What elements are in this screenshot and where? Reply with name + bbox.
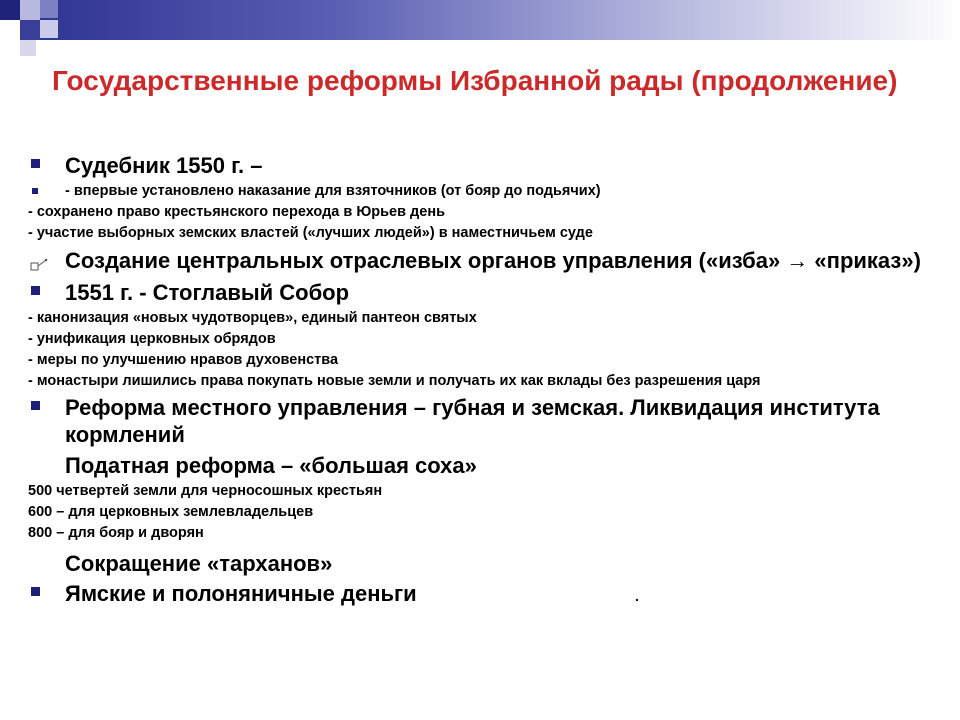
outline-bullet-icon xyxy=(30,251,48,278)
list-item-text: Создание центральных отраслевых органов управления («изба» → «приказ») xyxy=(65,248,921,273)
list-item-text: Податная реформа – «большая соха» xyxy=(65,453,477,478)
list-item-text: 1551 г. - Стоглавый Собор xyxy=(65,280,350,305)
slide-title: Государственные реформы Избранной рады (продолжение) xyxy=(52,65,898,96)
trailing-dot: . xyxy=(635,588,639,604)
list-item-text: - сохранено право крестьянского перехода в Юрьев день xyxy=(28,204,445,220)
square-bullet-icon xyxy=(31,401,40,410)
corner-squares-decoration xyxy=(0,0,80,60)
list-item xyxy=(28,223,938,244)
list-item-tax-reform xyxy=(28,452,938,479)
slide-content xyxy=(28,150,938,607)
list-item-text: 500 четвертей земли для черносошных крестьян xyxy=(28,483,383,499)
list-item-sudebnik xyxy=(28,152,938,179)
list-item xyxy=(28,481,938,502)
list-item-tarkhans xyxy=(28,550,938,577)
list-item-text: Сокращение «тарханов» xyxy=(65,551,333,576)
list-item-central-organs xyxy=(28,247,938,274)
list-item-text: Ямские и полоняничные деньги xyxy=(65,581,417,606)
list-item xyxy=(28,181,938,202)
list-item-local-government xyxy=(28,394,938,448)
list-item-text: Реформа местного управления – губная и земская. Ликвидация института кормлений xyxy=(65,395,880,447)
list-item-stoglav xyxy=(28,279,938,306)
list-item xyxy=(28,502,938,523)
list-item xyxy=(28,202,938,223)
small-square-bullet-icon xyxy=(32,188,38,194)
header-gradient-band xyxy=(0,0,960,40)
list-item-text: - участие выборных земских властей («лучших людей») в наместничьем суде xyxy=(28,225,593,241)
square-bullet-icon xyxy=(31,587,40,596)
list-item-text: - канонизация «новых чудотворцев», единый пантеон святых xyxy=(28,310,477,326)
list-item-yam-money xyxy=(28,580,938,607)
list-item xyxy=(28,329,938,350)
list-item-text: - унификация церковных обрядов xyxy=(28,331,276,347)
list-item-text: 800 – для бояр и дворян xyxy=(28,525,204,541)
list-item xyxy=(28,371,938,391)
list-item-text: - меры по улучшению нравов духовенства xyxy=(28,352,339,368)
square-bullet-icon xyxy=(31,286,40,295)
list-item-text: - монастыри лишились права покупать новые земли и получать их как вклады без разрешения царя xyxy=(28,373,761,389)
list-item-text: Судебник 1550 г. – xyxy=(65,153,263,178)
list-item xyxy=(28,523,938,544)
square-bullet-icon xyxy=(31,159,40,168)
list-item xyxy=(28,308,938,329)
list-item-text: - впервые установлено наказание для взяточников (от бояр до подьячих) xyxy=(65,183,601,199)
list-item xyxy=(28,350,938,371)
list-item-text: 600 – для церковных землевладельцев xyxy=(28,504,314,520)
